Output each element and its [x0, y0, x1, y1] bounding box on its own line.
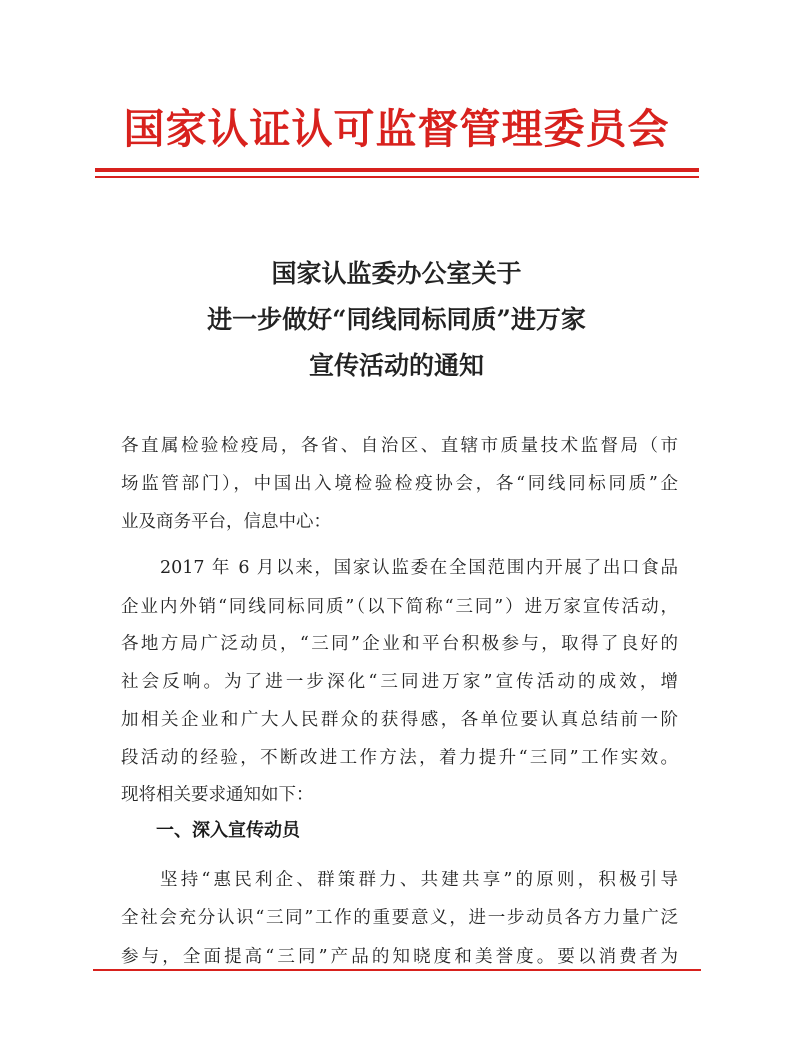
paragraph-1-line-4: 社会反响。为了进一步深化“三同进万家”宣传活动的成效，增 [121, 672, 678, 692]
paragraph-1-line-3: 各地方局广泛动员，“三同”企业和平台积极参与，取得了良好的 [121, 634, 678, 654]
section-1-line-1: 坚持“惠民利企、群策群力、共建共享”的原则，积极引导 [160, 870, 678, 890]
section-1-line-3: 参与，全面提高“三同”产品的知晓度和美誉度。要以消费者为 [121, 947, 678, 967]
addressee-line-3: 业及商务平台，信息中心： [121, 512, 331, 532]
section-1-line-2: 全社会充分认识“三同”工作的重要意义，进一步动员各方力量广泛 [121, 908, 678, 928]
page-bottom-divider [93, 969, 701, 971]
agency-letterhead-title: 国家认证认可监督管理委员会 [123, 105, 670, 153]
document-title-line-1: 国家认监委办公室关于 [271, 259, 522, 288]
addressee-line-1: 各直属检验检疫局，各省、自治区、直辖市质量技术监督局（市 [121, 436, 678, 456]
paragraph-1-line-5: 加相关企业和广大人民群众的获得感，各单位要认真总结前一阶 [121, 710, 678, 730]
document-title-line-2: 进一步做好“同线同标同质”进万家 [207, 305, 586, 334]
paragraph-1-line-7: 现将相关要求通知如下： [121, 785, 314, 805]
section-heading-1: 一、深入宣传动员 [156, 820, 300, 841]
paragraph-1-line-1: 2017 年 6 月以来，国家认监委在全国范围内开展了出口食品 [160, 558, 678, 578]
paragraph-1-line-2: 企业内外销“同线同标同质”（以下简称“三同”）进万家宣传活动， [121, 597, 678, 617]
addressee-line-2: 场监管部门），中国出入境检验检疫协会，各“同线同标同质”企 [121, 474, 678, 494]
letterhead-divider-thin [95, 176, 699, 178]
document-title-line-3: 宣传活动的通知 [308, 351, 484, 380]
letterhead-divider-thick [95, 168, 699, 172]
paragraph-1-line-6: 段活动的经验，不断改进工作方法，着力提升“三同”工作实效。 [121, 748, 678, 768]
